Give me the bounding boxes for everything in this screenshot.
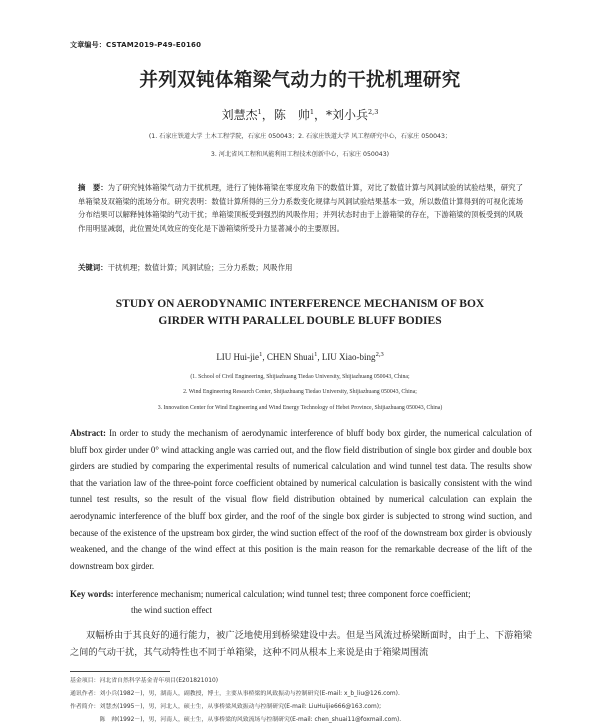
english-title-line: STUDY ON AERODYNAMIC INTERFERENCE MECHANISM OF BOX [115, 298, 485, 310]
author-affil-mark: 1 [314, 351, 318, 358]
author-affil-mark: 1 [309, 108, 314, 116]
author-affil-mark: 1 [259, 351, 263, 358]
author-affil-mark: 1 [257, 108, 262, 116]
chinese-keywords-text: 干扰机理；数值计算；风洞试验；三分力系数；风吸作用 [107, 263, 293, 272]
author-name: *刘小兵 [325, 108, 368, 122]
chinese-abstract [78, 181, 523, 235]
chinese-keywords-label: 关键词： [78, 263, 108, 272]
author-affil-mark: 2,3 [368, 108, 379, 116]
author-name: LIU Hui-jie [216, 352, 260, 362]
english-abstract [70, 425, 532, 574]
english-keywords [70, 586, 532, 619]
chinese-title: 并列双钝体箱梁气动力的干扰机理研究 [139, 70, 461, 91]
footnote-rule [70, 671, 170, 672]
english-abstract-text: In order to study the mechanism of aerodynamic interference of bluff body box girder, the numerical calculation of bluff box girder under 0° wind attacking angle was carried out, and the flow field distribution of single box girder and double box girders are studied by comparing the experimental results of numerical calculation and wind tunnel test data. The results show that the variation law of the three-point force coefficient obtained by numerical calculation is basically consistent with the wind tunnel test results, so the result of the visual flow field distribution obtained by numerical calculation can explain the aerodynamic interference of the bluff box girder, and the roof of the single box girder is subjected to strong wind suction, and because of the existence of the upstream box girder, the wind suction effect of the roof of the downstream box girder is obviously weakened, and the change of the wind effect at this position is the main reason for the remarkable decrease of the lift of the downstream box girder. [70, 428, 532, 571]
author-name: CHEN Shuai [266, 352, 315, 362]
english-affiliation-line: (1. School of Civil Engineering, Shijiazhuang Tiedao University, Shijiazhuang 050043, China; [190, 374, 410, 380]
english-keywords-label: Key words: [70, 589, 114, 599]
chinese-keywords [78, 262, 523, 273]
author-name: 刘慧杰 [221, 108, 258, 122]
author-affil-mark: 2,3 [375, 351, 384, 358]
english-affiliation-line: 3. Innovation Center for Wind Engineering and Wind Energy Technology of Hebei Province, Shijiazhuang 050043, China) [157, 405, 443, 411]
chinese-abstract-label: 摘 要： [78, 183, 108, 192]
english-abstract-label: Abstract: [70, 428, 106, 438]
author-name: LIU Xiao-bing [321, 352, 376, 362]
body-paragraph: 双幅桥由于其良好的通行能力，被广泛地使用到桥梁建设中去。但是当风流过桥梁断面时，由于上、下游箱梁之间的气动干扰，其气动特性也不同于单箱梁，这种不同从根本上来说是由于箱梁周围流 [70, 630, 532, 658]
chinese-affiliation-line: 3. 河北省风工程和风能利用工程技术创新中心，石家庄 050043) [210, 151, 390, 158]
footnote-line: 通讯作者：刘小兵(1982－)，男，湖南人，副教授，博士，主要从事桥梁的风致振动与控制研究(E-mail: x_b_liu@126.com). [70, 691, 400, 697]
footnote-line: 作者简介：刘慧杰(1995－)，男，河北人，硕士生，从事桥梁风致振动与控制研究(E-mail: LiuHuijie666@163.com); [70, 704, 382, 710]
footnote-line: 陈 帅(1992－)，男，河南人，硕士生，从事桥梁的风致流场与控制研究(E-mail: chen_shuai11@foxmail.com). [70, 717, 402, 723]
chinese-affiliation-line: (1. 石家庄铁道大学 土木工程学院，石家庄 050043；2. 石家庄铁道大学 风工程研究中心，石家庄 050043； [148, 133, 452, 140]
english-title-line: GIRDER WITH PARALLEL DOUBLE BLUFF BODIES [158, 315, 442, 327]
english-authors: LIU Hui-jie$^1$, CHEN Shuai$^1$, LIU Xiao-bing$^{2,3}$ [216, 351, 384, 362]
chinese-abstract-text: 为了研究钝体箱梁气动力干扰机理，进行了钝体箱梁在零度攻角下的数值计算，对比了数值计算与风洞试验的试验结果，研究了单箱梁及双箱梁的流场分布。研究表明：数值计算所得的三分力系数变化规律与风洞试验结果基本一致，所以数值计算得到的可视化流场分布结果可以解释钝体箱梁的气动干扰；单箱梁顶板受到强烈的风吸作用；并列状态时由于上游箱梁的存在，下游箱梁的顶板受到的风吸作用明显减弱，此位置处风效应的变化是下游箱梁所受升力显著减小的主要原因。 [78, 183, 523, 233]
author-name: 陈 帅 [273, 108, 310, 122]
chinese-authors: 刘慧杰$^1$，陈 帅$^1$，*刘小兵$^{2,3}$ [221, 108, 379, 122]
english-affiliation-line: 2. Wind Engineering Research Center, Shijiazhuang Tiedao University, Shijiazhuang 050043, China; [183, 389, 417, 395]
english-title [0, 296, 600, 330]
article-number: 文章编号：CSTAM2019-P49-E0160 [70, 41, 202, 49]
footnote-line: 基金项目：河北省自然科学基金青年项目(E201821010) [70, 678, 219, 684]
english-keywords-text: interference mechanism; numerical calculation; wind tunnel test; three component force coefficient; [115, 589, 471, 599]
english-keywords-continuation: the wind suction effect [131, 605, 212, 616]
